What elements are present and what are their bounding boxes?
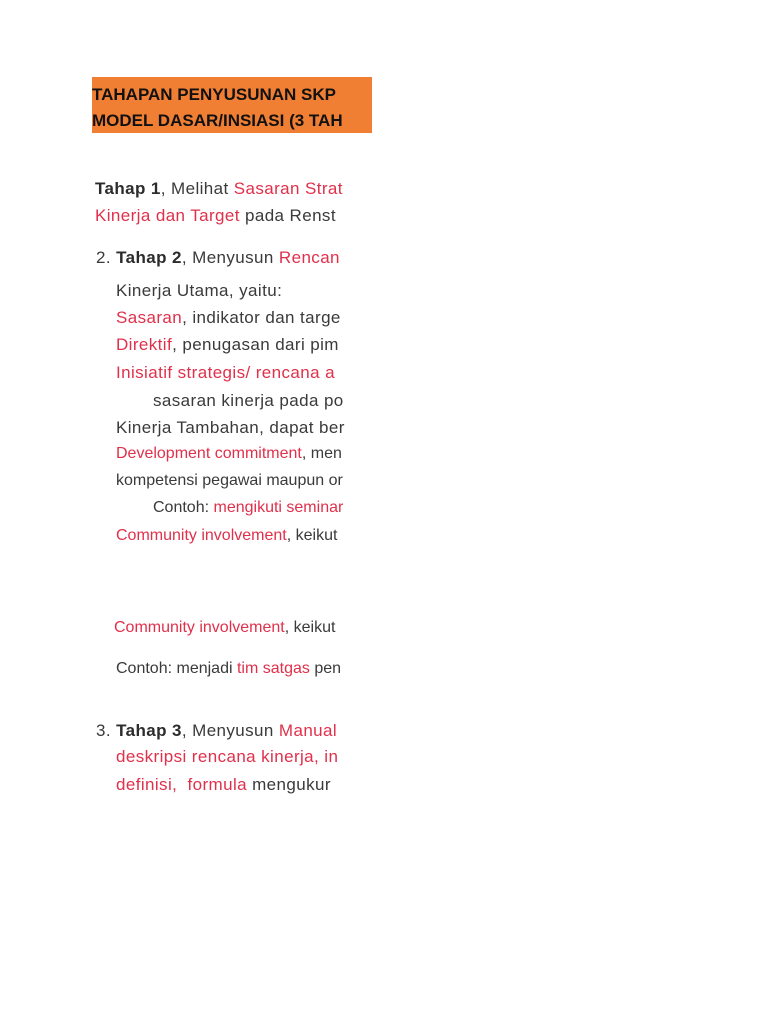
community-red: Community involvement [116, 527, 287, 544]
step1-label: Tahap 1 [95, 179, 161, 198]
step3-gap [177, 775, 187, 794]
step2-label: Tahap 2 [116, 248, 182, 267]
community-line-fragment [114, 619, 372, 639]
development-red: Development commitment [116, 445, 302, 462]
development-rest: , men [301, 445, 342, 462]
step1-red: Sasaran Strat [233, 179, 343, 198]
step1-line2 [95, 206, 336, 226]
community-line [116, 527, 337, 545]
step3-formula: formula [187, 775, 247, 794]
contoh1-line [153, 499, 343, 517]
step2-red: Rencan [278, 248, 340, 267]
step3-sep: , Menyusun [181, 721, 279, 740]
direktif-line [116, 335, 339, 355]
step3-rest: mengukur [247, 775, 331, 794]
step3-heading [96, 721, 337, 741]
contoh2-rest: pen [309, 660, 342, 677]
title-line-1: TAHAPAN PENYUSUNAN SKP [92, 85, 337, 104]
step3-label: Tahap 3 [116, 721, 182, 740]
inisiatif-red: Inisiatif strategis/ rencana a [116, 363, 335, 382]
document-content [0, 0, 372, 1024]
step3-red: Manual [278, 721, 338, 740]
step3-line3 [116, 775, 331, 795]
community2-red: Community involvement [114, 619, 285, 636]
sasaran-line [116, 308, 341, 328]
step1-sep: , Melihat [160, 179, 234, 198]
community-rest: , keikut [286, 527, 338, 544]
kinerja-utama: Kinerja Utama, yaitu: [116, 281, 283, 300]
step3-line2-red: deskripsi rencana kinerja, in [116, 747, 339, 766]
step1-line2-rest: pada Renst [239, 206, 336, 225]
community2-line [114, 619, 335, 637]
contoh1-red: mengikuti seminar [213, 499, 344, 516]
step3-line2 [116, 747, 338, 767]
sasaran-kinerja: sasaran kinerja pada po [153, 391, 344, 410]
sasaran-rest: , indikator dan targe [182, 308, 341, 327]
community2-rest: , keikut [284, 619, 336, 636]
step1-line2-red: Kinerja dan Target [95, 206, 240, 225]
sasaran-red: Sasaran [116, 308, 183, 327]
step2-sep: , Menyusun [181, 248, 279, 267]
step3-definisi: definisi, [116, 775, 178, 794]
kinerja-tambahan: Kinerja Tambahan, dapat ber [116, 418, 345, 437]
kompetensi-line: kompetensi pegawai maupun or [116, 472, 343, 489]
contoh1-prefix: Contoh: [153, 499, 214, 516]
contoh2-prefix: Contoh: menjadi [116, 660, 237, 677]
development-line [116, 445, 342, 463]
step1-line1 [95, 179, 343, 199]
inisiatif-line [116, 363, 335, 383]
title-line-2: MODEL DASAR/INSIASI (3 TAH [92, 111, 343, 130]
contoh2-line [116, 660, 341, 678]
direktif-red: Direktif [116, 335, 173, 354]
contoh2-red: tim satgas [236, 660, 310, 677]
step2-heading [96, 248, 340, 268]
step2-number: 2. [96, 248, 117, 267]
direktif-rest: , penugasan dari pim [172, 335, 339, 354]
step3-number: 3. [96, 721, 117, 740]
